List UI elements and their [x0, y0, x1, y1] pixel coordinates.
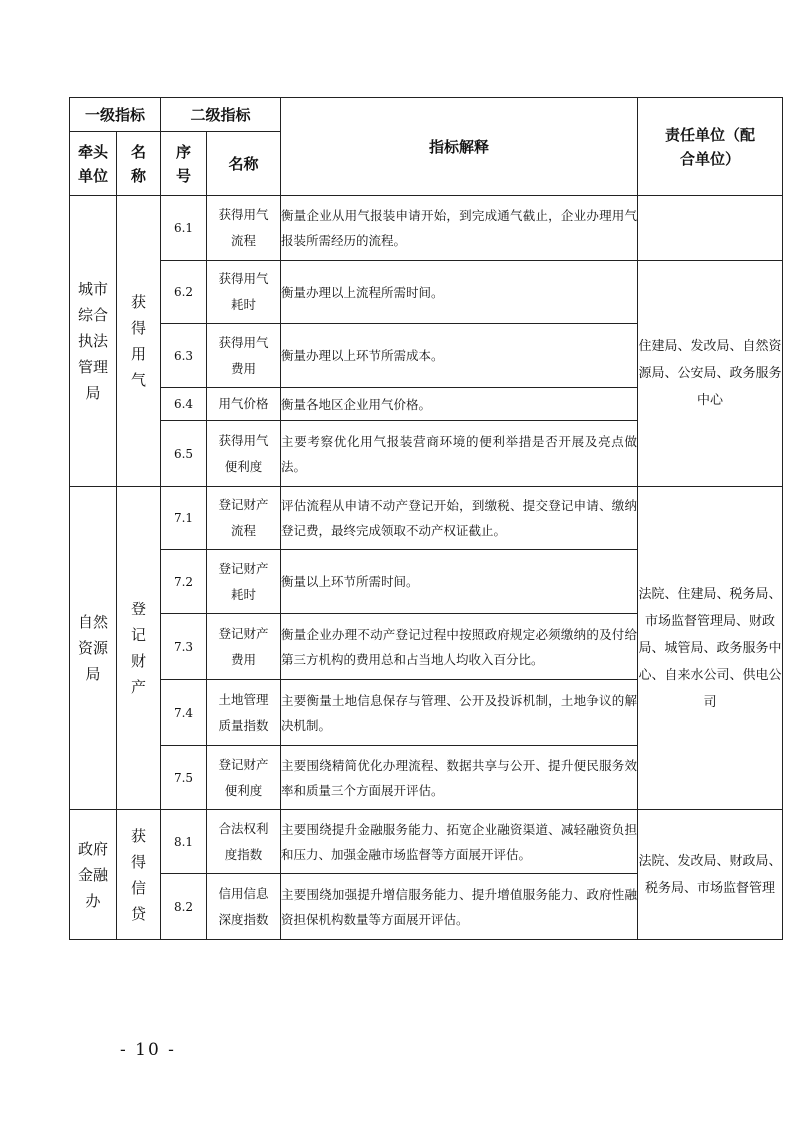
desc-cell: 主要围绕精简优化办理流程、数据共享与公开、提升便民服务效率和质量三个方面展开评估。 — [281, 746, 638, 810]
desc-cell: 衡量企业从用气报装申请开始，到完成通气截止，企业办理用气报装所需经历的流程。 — [281, 196, 638, 261]
responsible-cell: 住建局、发改局、自然资源局、公安局、政务服务中心 — [638, 261, 783, 487]
indicator-table — [69, 97, 783, 940]
desc-cell: 衡量办理以上流程所需时间。 — [281, 261, 638, 324]
sub-name-cell: 信用信息 深度指数 — [207, 874, 281, 940]
header-lead-unit: 牵头单位 — [70, 132, 117, 196]
seq-cell: 6.3 — [161, 324, 207, 388]
seq-cell: 7.4 — [161, 680, 207, 746]
header-explain: 指标解释 — [281, 98, 638, 196]
seq-cell: 6.1 — [161, 196, 207, 261]
desc-cell: 衡量办理以上环节所需成本。 — [281, 324, 638, 388]
responsible-cell-blank — [638, 196, 783, 261]
desc-cell: 主要考察优化用气报装营商环境的便利举措是否开展及亮点做法。 — [281, 421, 638, 487]
sub-name-cell: 获得用气 耗时 — [207, 261, 281, 324]
seq-cell: 8.2 — [161, 874, 207, 940]
header-level1: 一级指标 — [70, 98, 161, 132]
table-row — [70, 487, 783, 550]
indicator-name-cell: 获得用气 — [117, 196, 161, 487]
responsible-cell: 法院、发改局、财政局、税务局、市场监督管理 — [638, 810, 783, 940]
header-name1: 名称 — [117, 132, 161, 196]
header-name2: 名称 — [207, 132, 281, 196]
table-row — [70, 196, 783, 261]
sub-name-cell: 登记财产 流程 — [207, 487, 281, 550]
sub-name-cell: 合法权利 度指数 — [207, 810, 281, 874]
page-number: - 10 - — [120, 1040, 176, 1060]
desc-cell: 衡量各地区企业用气价格。 — [281, 388, 638, 421]
indicator-name-cell: 登记财产 — [117, 487, 161, 810]
sub-name-cell: 登记财产 耗时 — [207, 550, 281, 614]
sub-name-cell: 获得用气 流程 — [207, 196, 281, 261]
sub-name-cell: 获得用气 费用 — [207, 324, 281, 388]
sub-name-cell: 获得用气 便利度 — [207, 421, 281, 487]
responsible-cell: 法院、住建局、税务局、市场监督管理局、财政局、城管局、政务服务中心、自来水公司、供电公司 — [638, 487, 783, 810]
sub-name-cell: 登记财产 便利度 — [207, 746, 281, 810]
desc-cell: 主要衡量土地信息保存与管理、公开及投诉机制，土地争议的解决机制。 — [281, 680, 638, 746]
table-row — [70, 810, 783, 874]
lead-unit-cell: 自然资源局 — [70, 487, 117, 810]
sub-name-cell: 用气价格 — [207, 388, 281, 421]
seq-cell: 8.1 — [161, 810, 207, 874]
desc-cell: 主要围绕加强提升增信服务能力、提升增值服务能力、政府性融资担保机构数量等方面展开评估。 — [281, 874, 638, 940]
desc-cell: 主要围绕提升金融服务能力、拓宽企业融资渠道、减轻融资负担和压力、加强金融市场监督等方面展开评估。 — [281, 810, 638, 874]
seq-cell: 6.5 — [161, 421, 207, 487]
seq-cell: 7.3 — [161, 614, 207, 680]
header-level2: 二级指标 — [161, 98, 281, 132]
sub-name-cell: 土地管理 质量指数 — [207, 680, 281, 746]
header-seq: 序号 — [161, 132, 207, 196]
desc-cell: 衡量企业办理不动产登记过程中按照政府规定必须缴纳的及付给第三方机构的费用总和占当地人均收入百分比。 — [281, 614, 638, 680]
seq-cell: 6.2 — [161, 261, 207, 324]
sub-name-cell: 登记财产 费用 — [207, 614, 281, 680]
header-responsible: 责任单位（配合单位） — [638, 98, 783, 196]
seq-cell: 7.2 — [161, 550, 207, 614]
indicator-name-cell: 获得信贷 — [117, 810, 161, 940]
lead-unit-cell: 城市综合执法管理局 — [70, 196, 117, 487]
seq-cell: 7.5 — [161, 746, 207, 810]
seq-cell: 6.4 — [161, 388, 207, 421]
desc-cell: 衡量以上环节所需时间。 — [281, 550, 638, 614]
desc-cell: 评估流程从申请不动产登记开始，到缴税、提交登记申请、缴纳登记费，最终完成领取不动产权证截止。 — [281, 487, 638, 550]
lead-unit-cell: 政府金融办 — [70, 810, 117, 940]
seq-cell: 7.1 — [161, 487, 207, 550]
table-row — [70, 261, 783, 324]
